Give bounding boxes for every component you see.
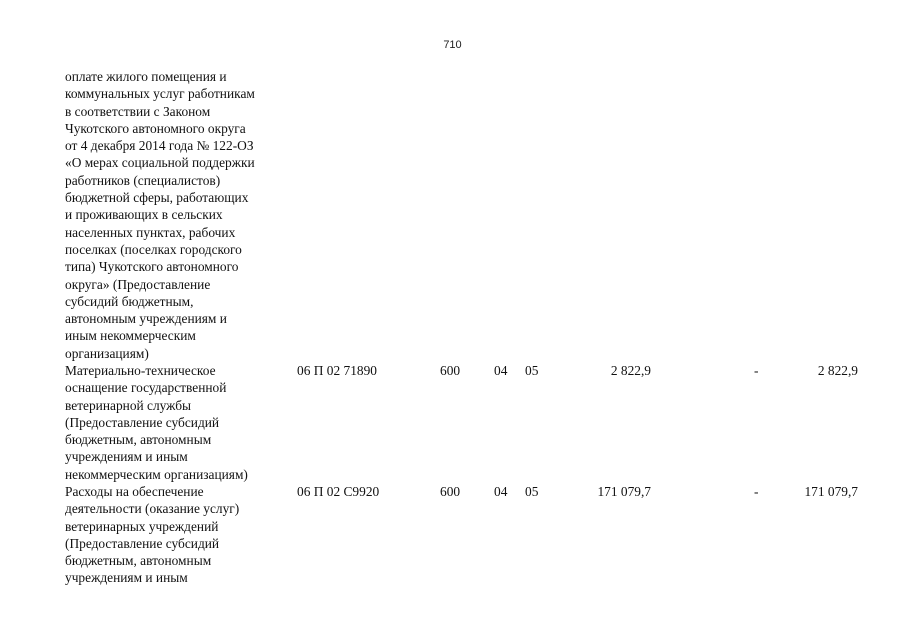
row-name-line: (Предоставление субсидий xyxy=(65,414,220,430)
continuation-line: округа» (Предоставление xyxy=(65,276,211,292)
row-name-line: бюджетным, автономным xyxy=(65,553,212,569)
continuation-line: и проживающих в сельских xyxy=(65,207,223,223)
section-cell: 04 xyxy=(494,484,508,499)
row-name-line: оснащение государственной xyxy=(65,380,227,396)
target-code-cell: 06 П 02 С9920 xyxy=(297,484,380,499)
continuation-line: от 4 декабря 2014 года № 122-ОЗ xyxy=(65,138,254,154)
continuation-line: типа) Чукотского автономного xyxy=(65,259,239,275)
amount-cell: 171 079,7 xyxy=(597,484,651,499)
table-row-name xyxy=(65,483,290,587)
continuation-line: иным некоммерческим xyxy=(65,328,196,344)
table-row-name xyxy=(65,362,290,483)
row-name-line: ветеринарной службы xyxy=(65,397,192,413)
row-name-line: учреждениям и иным xyxy=(65,449,188,465)
continuation-line: «О мерах социальной поддержки xyxy=(65,155,255,171)
continuation-line: организациям) xyxy=(65,345,149,361)
amount-change-cell: - xyxy=(754,363,759,378)
continuation-line: автономным учреждениям и xyxy=(65,311,227,327)
row-name-line: Материально-техническое xyxy=(65,363,216,378)
continuation-line: оплате жилого помещения и xyxy=(65,69,227,84)
row-name-line: ветеринарных учреждений xyxy=(65,518,219,534)
subsection-cell: 05 xyxy=(525,363,539,378)
amount-change-cell: - xyxy=(754,484,759,499)
row-name-line: (Предоставление субсидий xyxy=(65,535,220,551)
continuation-line: коммунальных услуг работникам xyxy=(65,86,255,102)
section-cell: 04 xyxy=(494,363,508,378)
continuation-line: поселках (поселках городского xyxy=(65,241,242,257)
continuation-line: в соответствии с Законом xyxy=(65,103,211,119)
row-name-line: деятельности (оказание услуг) xyxy=(65,501,240,517)
row-name-line: бюджетным, автономным xyxy=(65,432,212,448)
expense-type-cell: 600 xyxy=(440,484,461,499)
row-name-line: некоммерческим организациям) xyxy=(65,466,248,482)
expense-type-cell: 600 xyxy=(440,363,461,378)
page-number: 710 xyxy=(443,39,462,51)
continuation-line: Чукотского автономного округа xyxy=(65,120,246,136)
continuation-line: работников (специалистов) xyxy=(65,172,221,188)
amount-total-cell: 2 822,9 xyxy=(817,363,858,378)
continuation-text xyxy=(65,68,290,362)
subsection-cell: 05 xyxy=(525,484,539,499)
target-code-cell: 06 П 02 71890 xyxy=(297,363,377,378)
continuation-line: бюджетной сферы, работающих xyxy=(65,190,249,206)
continuation-line: субсидий бюджетным, xyxy=(65,293,194,309)
continuation-line: населенных пунктах, рабочих xyxy=(65,224,236,240)
row-name-line: Расходы на обеспечение xyxy=(65,484,204,499)
amount-cell: 2 822,9 xyxy=(610,363,651,378)
amount-total-cell: 171 079,7 xyxy=(804,484,858,499)
row-name-line: учреждениям и иным xyxy=(65,570,188,586)
